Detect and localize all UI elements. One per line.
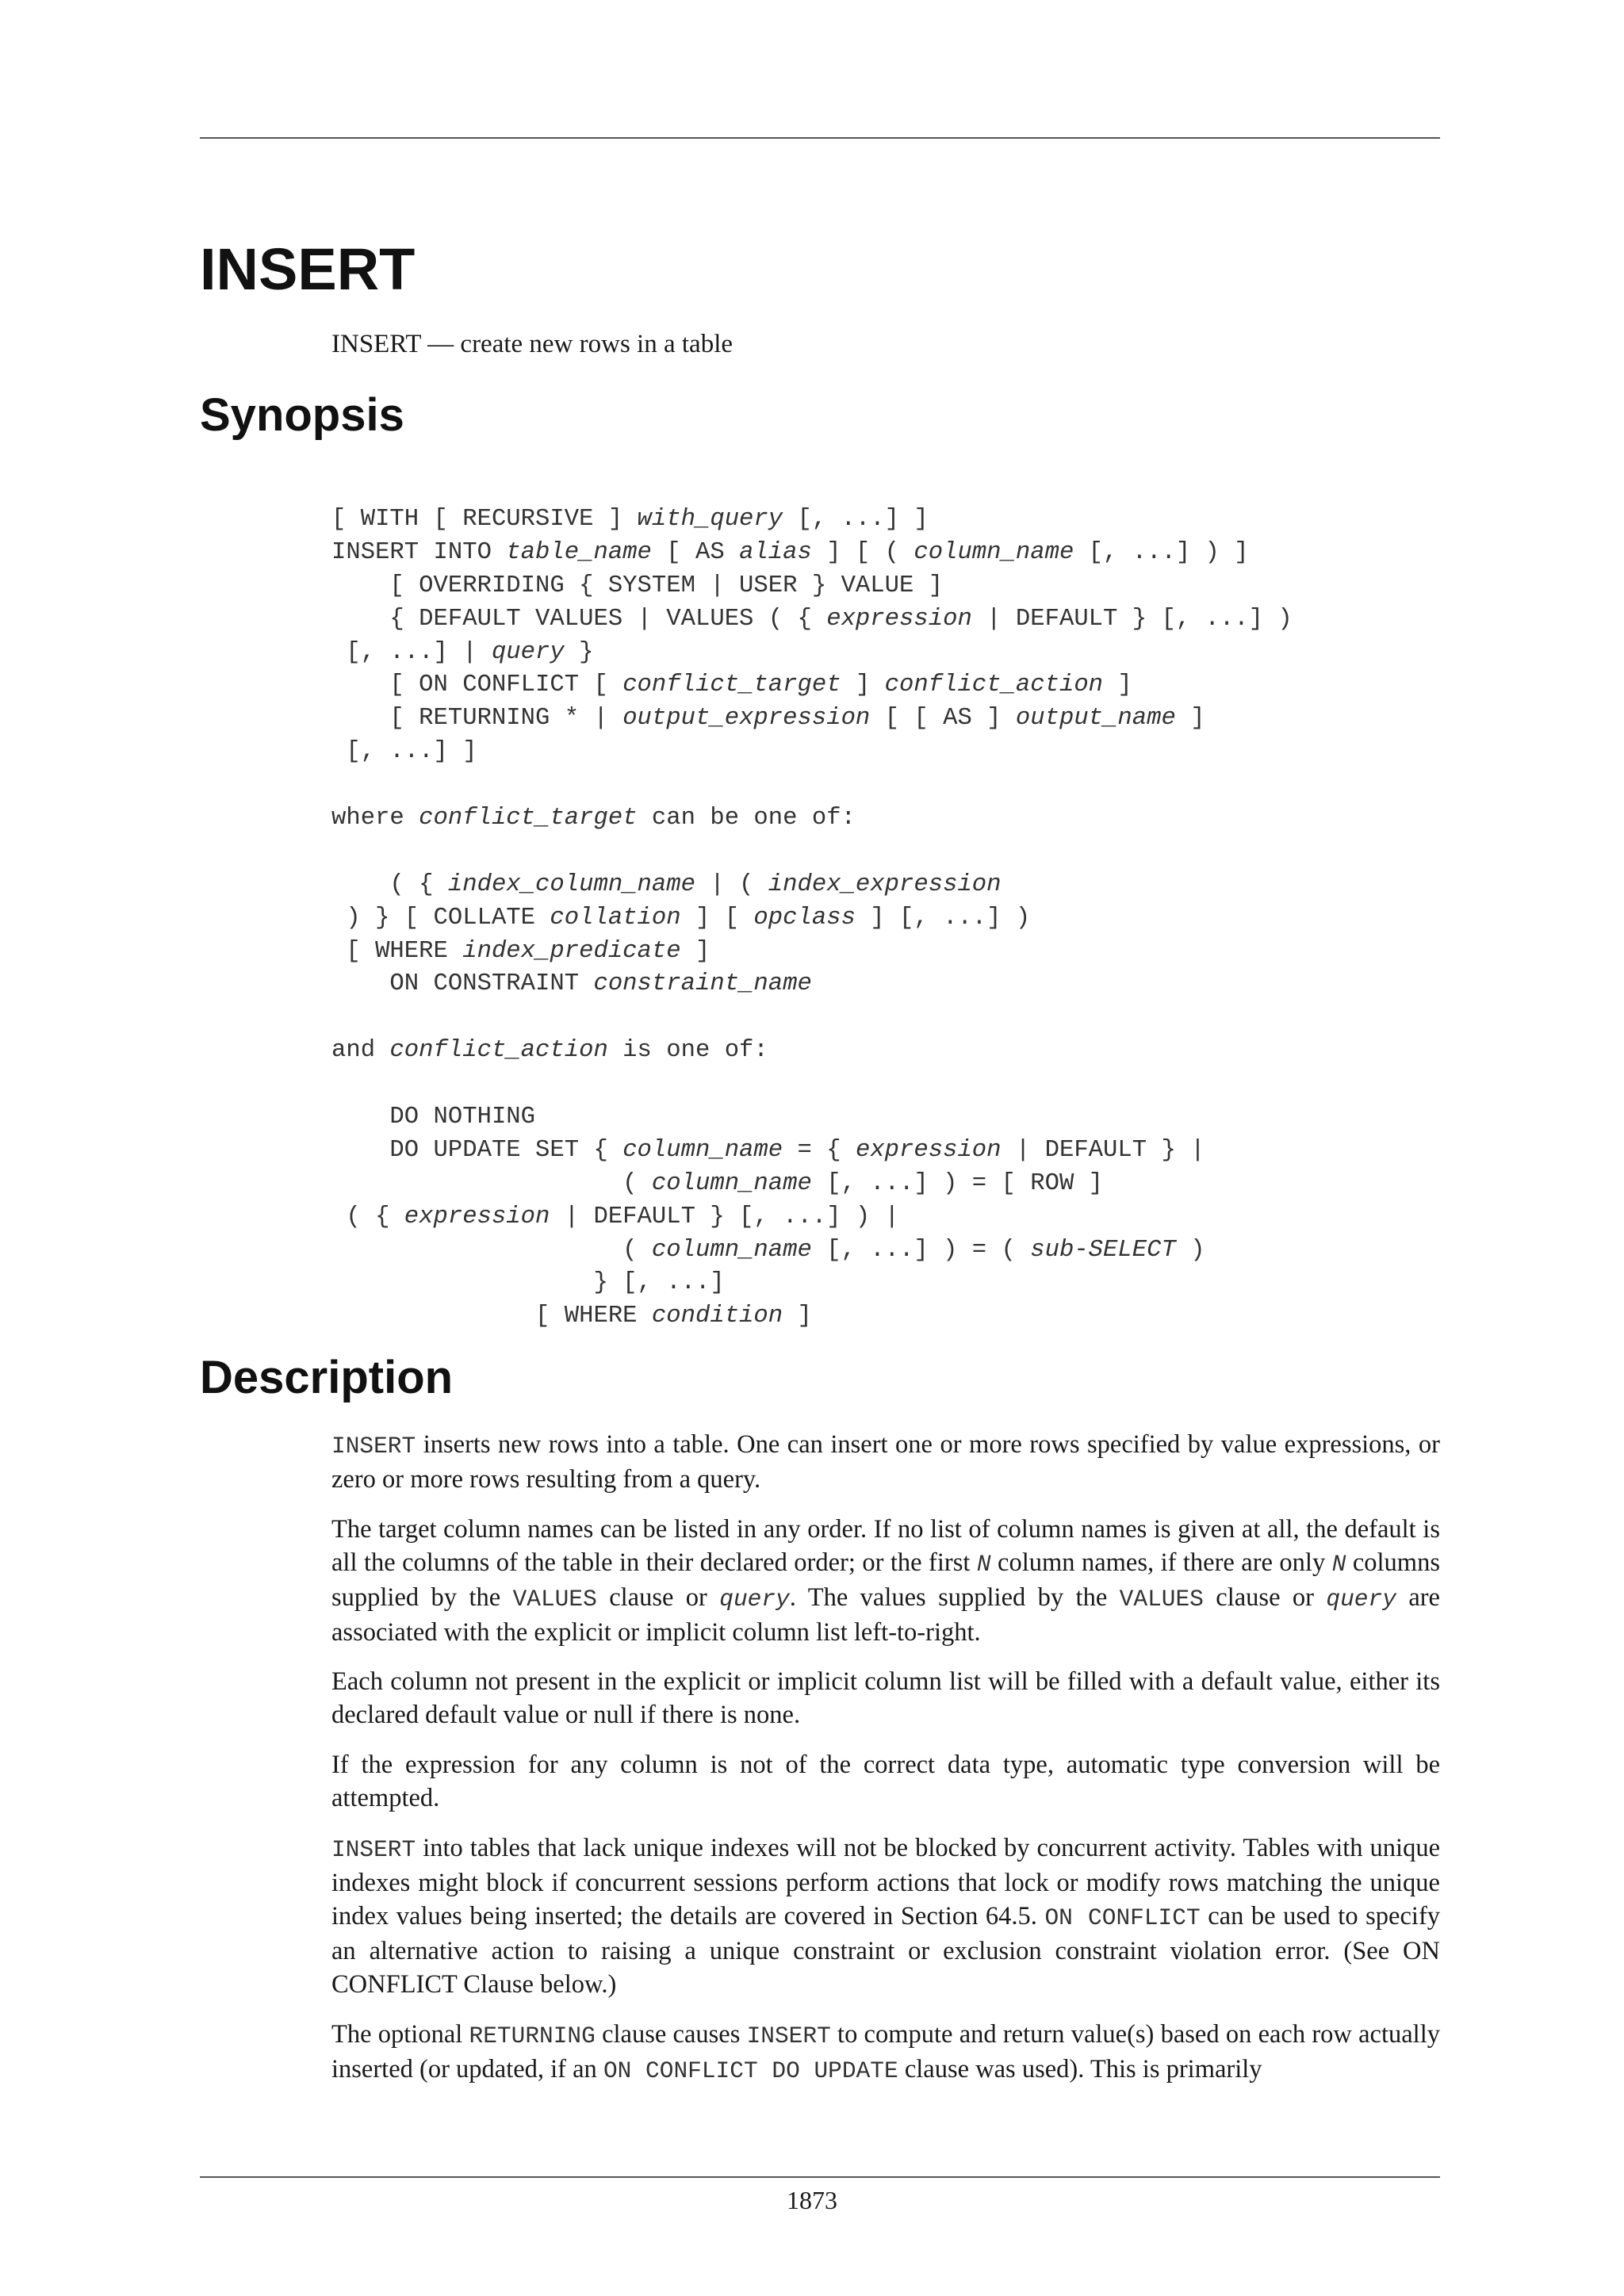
- paragraph-text: clause was used). This is primarily: [898, 2054, 1262, 2084]
- synopsis-text: INSERT INTO: [331, 538, 507, 566]
- synopsis-line: [331, 869, 1521, 902]
- synopsis-line: [331, 537, 1521, 570]
- synopsis-text: ] [, ...] ): [855, 904, 1031, 932]
- synopsis-text: | DEFAULT } [, ...] ): [971, 605, 1293, 633]
- synopsis-line: [331, 570, 1521, 603]
- synopsis-text: [ ON CONFLICT [: [331, 672, 623, 699]
- synopsis-placeholder: conflict_action: [389, 1037, 608, 1065]
- paragraph-text: Each column not present in the explicit or implicit column list will be filled with a default value, either its declared default value or null if there is none.: [331, 1667, 1440, 1730]
- paragraph-text: columns supplied by the: [331, 1548, 1440, 1612]
- synopsis-placeholder: column_name: [622, 1136, 783, 1164]
- synopsis-text: and: [331, 1037, 390, 1065]
- paragraph-text: The target column names can be listed in any order. If no list of column names is given at all, the default is all the columns of the table in their declared order; or the first: [331, 1514, 1440, 1577]
- synopsis-placeholder: column_name: [651, 1169, 812, 1197]
- paragraph-text: inserts new rows into a table. One can insert one or more rows specified by value expressions, or zero or more rows resulting from a query.: [331, 1430, 1440, 1494]
- synopsis-placeholder: index_expression: [768, 871, 1002, 898]
- synopsis-line: [331, 603, 1521, 637]
- synopsis-text: can be one of:: [637, 805, 856, 832]
- synopsis-text: [, ...] |: [331, 638, 492, 666]
- paragraph-text: can be used to specify an alternative action to raising a unique constraint or exclusion constraint violation error. (See ON CONFLICT Clause below.): [331, 1901, 1441, 1999]
- synopsis-placeholder: conflict_target: [419, 805, 638, 832]
- synopsis-text: [, ...] ) ]: [1074, 538, 1249, 566]
- description-body: [331, 1429, 1440, 2104]
- synopsis-text: [ [ AS ]: [870, 705, 1016, 733]
- synopsis-text: ] [: [680, 904, 754, 932]
- description-paragraph: [331, 1832, 1440, 2002]
- synopsis-text: | DEFAULT } [, ...] ) |: [550, 1203, 900, 1230]
- paragraph-text: to compute and return value(s) based on each row actually inserted (or updated, if an: [331, 2019, 1440, 2084]
- description-paragraph: [331, 2019, 1440, 2088]
- code-literal: ON CONFLICT: [1044, 1904, 1201, 1931]
- synopsis-line: [331, 702, 1521, 736]
- synopsis-text: [ WITH [ RECURSIVE ]: [331, 506, 638, 533]
- code-literal: RETURNING: [469, 2022, 596, 2049]
- paragraph-text: into tables that lack unique indexes will not be blocked by concurrent activity. Tables with unique indexes might block if concurrent sessions perform actions that lock or modify rows matching the unique index values being inserted; the details are covered in Section 64.5.: [331, 1834, 1440, 1931]
- synopsis-text: ( {: [331, 871, 448, 898]
- code-literal: INSERT: [746, 2022, 831, 2049]
- replaceable-term: N: [976, 1550, 991, 1578]
- synopsis-line: [331, 836, 1521, 869]
- synopsis-text: } [, ...]: [331, 1269, 725, 1297]
- synopsis-line: [331, 669, 1521, 702]
- description-paragraph: [331, 1749, 1440, 1816]
- synopsis-line: [331, 637, 1521, 670]
- replaceable-term: N: [1331, 1550, 1346, 1578]
- synopsis-placeholder: conflict_action: [884, 672, 1104, 699]
- synopsis-placeholder: index_column_name: [447, 871, 695, 898]
- synopsis-placeholder: column_name: [914, 538, 1074, 566]
- synopsis-line: [331, 936, 1521, 969]
- synopsis-placeholder: column_name: [651, 1236, 812, 1264]
- paragraph-text: clause or: [1203, 1582, 1327, 1612]
- synopsis-text: ON CONSTRAINT: [331, 970, 594, 998]
- synopsis-placeholder: expression: [404, 1203, 550, 1230]
- code-literal: VALUES: [1119, 1585, 1204, 1613]
- synopsis-placeholder: alias: [739, 538, 812, 566]
- synopsis-line: [331, 1035, 1521, 1068]
- description-paragraph: [331, 1429, 1440, 1497]
- synopsis-text: ]: [680, 937, 710, 965]
- synopsis-text: ]: [841, 672, 885, 699]
- synopsis-text: is one of:: [607, 1037, 768, 1065]
- paragraph-text: . The values supplied by the: [789, 1582, 1120, 1612]
- synopsis-line: [331, 1168, 1521, 1201]
- synopsis-placeholder: query: [491, 638, 565, 666]
- synopsis-placeholder: opclass: [753, 904, 856, 932]
- synopsis-text: [, ...] ) = [ ROW ]: [811, 1169, 1104, 1197]
- synopsis-placeholder: condition: [651, 1303, 783, 1330]
- code-literal: ON CONFLICT DO UPDATE: [603, 2057, 898, 2084]
- refpurpose: INSERT — create new rows in a table: [331, 330, 733, 358]
- synopsis-placeholder: with_query: [637, 506, 783, 533]
- paragraph-text: clause or: [596, 1582, 720, 1612]
- paragraph-text: column names, if there are only: [990, 1548, 1332, 1577]
- description-paragraph: [331, 1513, 1440, 1650]
- synopsis-line: [331, 769, 1521, 802]
- synopsis-text: (: [331, 1236, 652, 1264]
- synopsis-placeholder: index_predicate: [462, 937, 681, 965]
- synopsis-placeholder: sub-SELECT: [1030, 1236, 1176, 1264]
- synopsis-text: [ WHERE: [331, 1303, 652, 1330]
- description-paragraph: [331, 1666, 1440, 1732]
- synopsis-line: [331, 736, 1521, 769]
- synopsis-text: [ WHERE: [331, 937, 463, 965]
- synopsis-placeholder: expression: [826, 605, 972, 633]
- page-title: INSERT: [200, 236, 416, 302]
- synopsis-text: ( {: [331, 1203, 404, 1230]
- code-literal: INSERT: [331, 1836, 416, 1864]
- page-number: 1873: [787, 2186, 837, 2214]
- synopsis-text: | (: [695, 871, 768, 898]
- synopsis-line: [331, 1300, 1521, 1334]
- synopsis-text: DO NOTHING: [331, 1104, 536, 1131]
- synopsis-text: DO UPDATE SET {: [331, 1136, 623, 1164]
- header-rule: [200, 137, 1440, 139]
- synopsis-text: (: [331, 1169, 652, 1197]
- synopsis-text: where: [331, 805, 419, 832]
- paragraph-text: If the expression for any column is not of the correct data type, automatic type conversion will be attempted.: [331, 1751, 1440, 1813]
- synopsis-text: [, ...] ]: [331, 738, 477, 766]
- synopsis-text: = {: [783, 1136, 856, 1164]
- footer-rule: [200, 2176, 1440, 2178]
- replaceable-term: query: [1326, 1585, 1396, 1613]
- synopsis-placeholder: collation: [550, 904, 681, 932]
- synopsis-text: ): [1175, 1236, 1205, 1264]
- synopsis-placeholder: conflict_target: [622, 672, 841, 699]
- synopsis-text: ]: [783, 1303, 812, 1330]
- synopsis-text: ) } [ COLLATE: [331, 904, 550, 932]
- description-heading: Description: [200, 1352, 454, 1403]
- synopsis-line: [331, 1068, 1521, 1101]
- synopsis-placeholder: constraint_name: [593, 970, 812, 998]
- synopsis-line: [331, 1101, 1521, 1135]
- replaceable-term: query: [719, 1585, 790, 1613]
- code-literal: VALUES: [512, 1585, 597, 1613]
- synopsis-text: [ RETURNING * |: [331, 705, 623, 733]
- synopsis-text: ]: [1175, 705, 1205, 733]
- synopsis-line: [331, 1234, 1521, 1268]
- synopsis-line: [331, 968, 1521, 1001]
- synopsis-heading: Synopsis: [200, 389, 404, 441]
- synopsis-line: [331, 802, 1521, 836]
- synopsis-line: [331, 1001, 1521, 1035]
- synopsis-text: [ OVERRIDING { SYSTEM | USER } VALUE ]: [331, 572, 944, 599]
- synopsis-placeholder: expression: [855, 1136, 1002, 1164]
- synopsis-placeholder: output_expression: [622, 705, 871, 733]
- paragraph-text: The optional: [331, 2019, 469, 2049]
- synopsis-text: [, ...] ) = (: [811, 1236, 1031, 1264]
- synopsis-text: { DEFAULT VALUES | VALUES ( {: [331, 605, 827, 633]
- synopsis-text: [ AS: [651, 538, 740, 566]
- paragraph-text: clause causes: [595, 2019, 747, 2049]
- synopsis-code-block: [331, 503, 1521, 1334]
- synopsis-text: ] [ (: [811, 538, 914, 566]
- synopsis-text: | DEFAULT } |: [1001, 1136, 1205, 1164]
- code-literal: INSERT: [331, 1433, 416, 1460]
- synopsis-line: [331, 1267, 1521, 1300]
- paragraph-text: are associated with the explicit or implicit column list left-to-right.: [331, 1582, 1440, 1647]
- synopsis-text: }: [564, 638, 594, 666]
- synopsis-placeholder: table_name: [506, 538, 652, 566]
- synopsis-line: [331, 1201, 1521, 1234]
- synopsis-placeholder: output_name: [1015, 705, 1176, 733]
- synopsis-line: [331, 503, 1521, 537]
- synopsis-line: [331, 902, 1521, 936]
- synopsis-text: [, ...] ]: [783, 506, 929, 533]
- synopsis-text: ]: [1103, 672, 1132, 699]
- synopsis-line: [331, 1135, 1521, 1168]
